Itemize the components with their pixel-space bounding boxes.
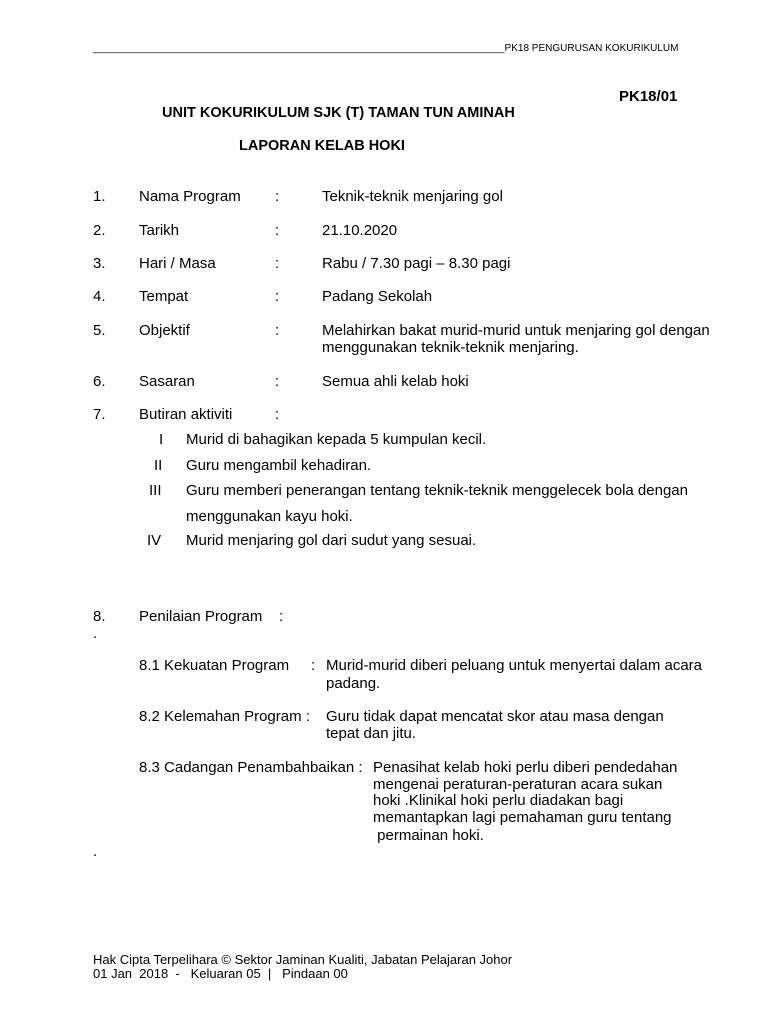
suggestion-text: memantapkan lagi pemahaman guru tentang bbox=[373, 809, 672, 826]
document-subtitle: LAPORAN KELAB HOKI bbox=[239, 138, 405, 154]
item-number: 2. bbox=[93, 222, 106, 239]
item-value: Padang Sekolah bbox=[322, 288, 433, 305]
suggestion-label: 8.3 Cadangan Penambahbaikan : bbox=[139, 759, 363, 776]
item-number: 1. bbox=[93, 188, 106, 205]
activity-text: Guru memberi penerangan tentang teknik-teknik menggelecek bola dengan bbox=[186, 482, 688, 499]
suggestion-text: Penasihat kelab hoki perlu diberi pendedahan bbox=[373, 759, 678, 776]
item-value: Semua ahli kelab hoki bbox=[322, 373, 469, 390]
item-number: 3. bbox=[93, 255, 106, 272]
strength-text: padang. bbox=[326, 675, 381, 692]
item-number: 5. bbox=[93, 322, 106, 339]
stray-dot: . bbox=[93, 843, 98, 860]
item-colon: : bbox=[275, 288, 280, 305]
item-value: 21.10.2020 bbox=[322, 222, 398, 239]
item-colon: : bbox=[275, 406, 280, 423]
activity-numeral: III bbox=[149, 482, 162, 499]
item-number: 6. bbox=[93, 373, 106, 390]
item-colon: : bbox=[275, 222, 280, 239]
footer-copyright: Hak Cipta Terpelihara © Sektor Jaminan Kualiti, Jabatan Pelajaran Johor bbox=[93, 952, 513, 967]
stray-dot: . bbox=[93, 625, 98, 642]
section-colon: : bbox=[279, 608, 284, 625]
activity-text: Murid di bahagikan kepada 5 kumpulan kecil. bbox=[186, 431, 487, 448]
item-colon: : bbox=[275, 373, 280, 390]
item-value: menggunakan teknik-teknik menjaring. bbox=[322, 339, 579, 356]
footer-version: 01 Jan 2018 - Keluaran 05 | Pindaan 00 bbox=[93, 966, 348, 981]
item-label: Objektif bbox=[139, 322, 190, 339]
item-value: Rabu / 7.30 pagi – 8.30 pagi bbox=[322, 255, 511, 272]
item-number: 4. bbox=[93, 288, 106, 305]
weakness-text: tepat dan jitu. bbox=[326, 725, 417, 742]
activity-text: menggunakan kayu hoki. bbox=[186, 508, 353, 525]
strength-label: 8.1 Kekuatan Program bbox=[139, 657, 290, 674]
item-colon: : bbox=[275, 322, 280, 339]
item-label: Sasaran bbox=[139, 373, 195, 390]
weakness-text: Guru tidak dapat mencatat skor atau masa dengan bbox=[326, 708, 664, 725]
activity-numeral: II bbox=[154, 457, 163, 474]
item-label: Tarikh bbox=[139, 222, 180, 239]
item-label: Butiran aktiviti bbox=[139, 406, 233, 423]
section-number: 8. bbox=[93, 608, 106, 625]
activity-numeral: IV bbox=[147, 532, 162, 549]
activity-numeral: I bbox=[159, 431, 164, 448]
strength-text: Murid-murid diberi peluang untuk menyertai dalam acara bbox=[326, 657, 703, 674]
item-colon: : bbox=[275, 188, 280, 205]
section-label: Penilaian Program bbox=[139, 608, 263, 625]
activity-text: Guru mengambil kehadiran. bbox=[186, 457, 372, 474]
document-title: UNIT KOKURIKULUM SJK (T) TAMAN TUN AMINAH bbox=[162, 105, 515, 121]
item-number: 7. bbox=[93, 406, 106, 423]
item-value: Melahirkan bakat murid-murid untuk menjaring gol dengan bbox=[322, 322, 710, 339]
item-label: Hari / Masa bbox=[139, 255, 216, 272]
suggestion-text: permainan hoki. bbox=[373, 827, 484, 844]
weakness-label: 8.2 Kelemahan Program : bbox=[139, 708, 310, 725]
item-label: Tempat bbox=[139, 288, 189, 305]
activity-text: Murid menjaring gol dari sudut yang sesuai. bbox=[186, 532, 477, 549]
item-colon: : bbox=[275, 255, 280, 272]
page-header: __________________________________________________________________________PK18 PENGURUSAN KOKURIKULUM bbox=[93, 43, 679, 54]
item-label: Nama Program bbox=[139, 188, 241, 205]
strength-colon: : bbox=[311, 657, 316, 674]
suggestion-text: hoki .Klinikal hoki perlu diadakan bagi bbox=[373, 792, 624, 809]
suggestion-text: mengenai peraturan-peraturan acara sukan bbox=[373, 776, 663, 793]
item-value: Teknik-teknik menjaring gol bbox=[322, 188, 503, 205]
document-code: PK18/01 bbox=[619, 88, 678, 105]
